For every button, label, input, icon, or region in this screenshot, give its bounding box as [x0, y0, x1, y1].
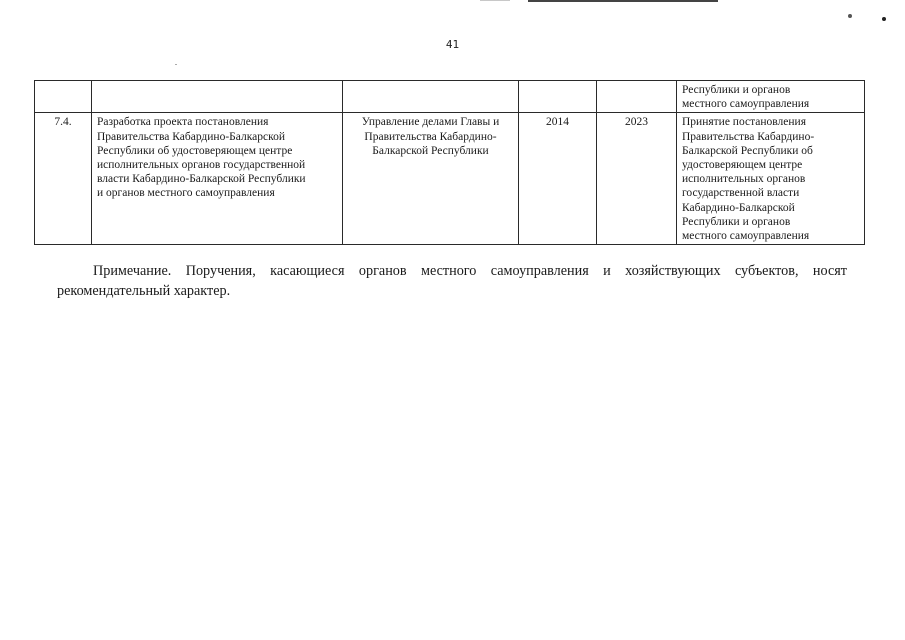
cell-executor — [343, 113, 519, 245]
executor-line: Правительства Кабардино- — [364, 130, 497, 143]
cell-end-year — [597, 81, 677, 113]
executor-line: Балкарской Республики — [372, 144, 489, 157]
cell-start-year: 2014 — [519, 113, 597, 245]
scan-artifact-speck — [175, 64, 177, 65]
result-line: Республики и органов — [682, 84, 791, 96]
table-row-continuation — [35, 81, 865, 113]
plan-table — [34, 80, 865, 245]
task-line: исполнительных органов государственной — [97, 159, 306, 172]
result-line: Правительства Кабардино- — [682, 130, 815, 143]
result-line: местного самоуправления — [682, 230, 810, 243]
result-line: исполнительных органов — [682, 173, 806, 186]
task-line: Республики об удостоверяющем центре — [97, 144, 293, 157]
table-row — [35, 113, 865, 245]
executor-line: Управление делами Главы и — [361, 116, 500, 129]
result-line: Кабардино-Балкарской — [682, 201, 795, 214]
cell-executor — [343, 81, 519, 113]
note-paragraph — [57, 261, 847, 301]
scan-artifact-top — [480, 0, 720, 2]
result-line: Принятие постановления — [682, 116, 807, 129]
cell-number: 7.4. — [35, 113, 92, 245]
result-line: местного самоуправления — [682, 98, 810, 111]
cell-task — [92, 113, 343, 245]
scan-artifact-dot — [882, 17, 886, 21]
task-line: Разработка проекта постановления — [97, 116, 269, 129]
cell-number — [35, 81, 92, 113]
cell-end-year: 2023 — [597, 113, 677, 245]
cell-result — [677, 81, 865, 113]
task-line: и органов местного самоуправления — [97, 187, 275, 200]
task-line: Правительства Кабардино-Балкарской — [97, 130, 285, 143]
cell-task — [92, 81, 343, 113]
result-line: Балкарской Республики об — [682, 144, 813, 157]
page-number: 41 — [445, 38, 460, 51]
result-line: удостоверяющем центре — [682, 159, 803, 172]
note-text: Примечание. Поручения, касающиеся органов местного самоуправления и хозяйствующих субъектов, носят рекомендательный характер. — [57, 263, 847, 299]
result-line: государственной власти — [682, 187, 800, 200]
cell-start-year — [519, 81, 597, 113]
cell-result — [677, 113, 865, 245]
result-line: Республики и органов — [682, 215, 791, 228]
task-line: власти Кабардино-Балкарской Республики — [97, 173, 306, 186]
scan-artifact-mark — [848, 14, 852, 18]
